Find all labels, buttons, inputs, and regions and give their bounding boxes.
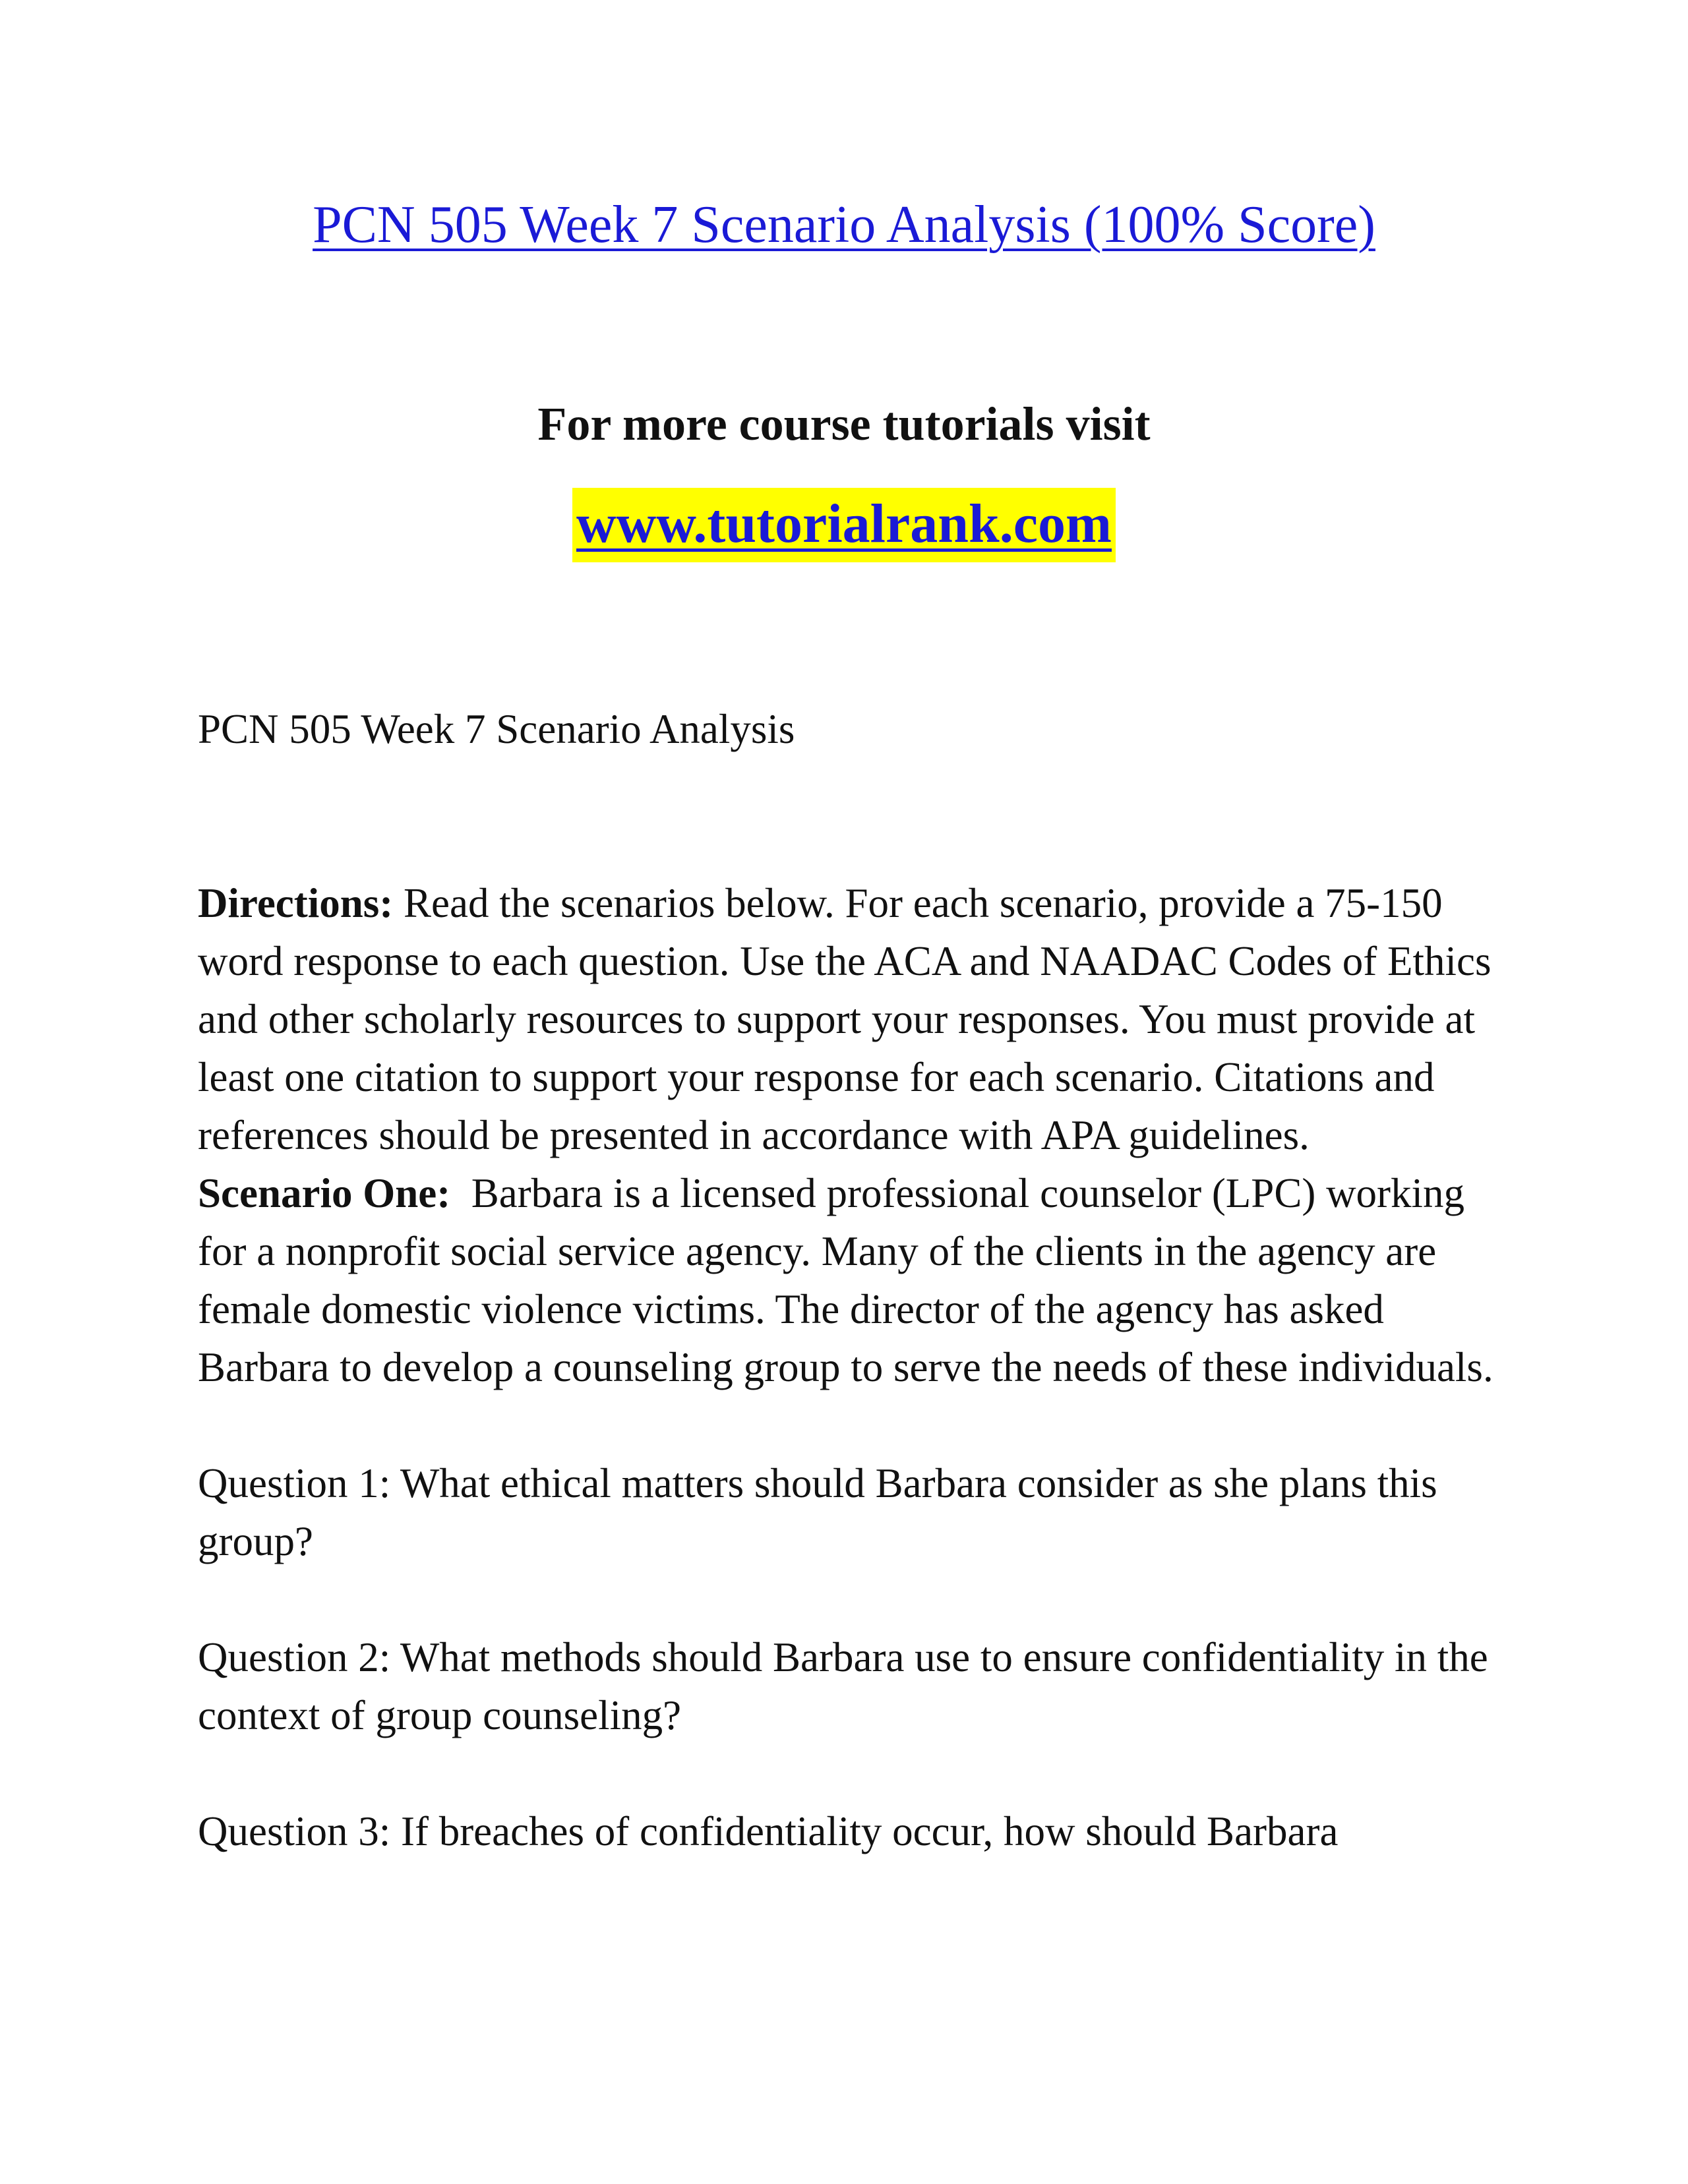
title-container xyxy=(0,195,1688,255)
directions-text: Read the scenarios below. For each scenario, provide a 75-150 word response to each question. Use the ACA and NAADAC Codes of Ethics and other scholarly resources to support your responses. You must provide at least one citation to support your response for each scenario. Citations and references should be presented in accordance with APA guidelines. xyxy=(198,880,1492,1158)
promo-container xyxy=(0,397,1688,452)
spacer xyxy=(198,1396,1503,1454)
directions-label: Directions: xyxy=(198,880,394,926)
site-link-container xyxy=(0,488,1688,562)
document-body xyxy=(198,700,1503,1860)
spacer xyxy=(198,1744,1503,1802)
directions-paragraph xyxy=(198,874,1503,1164)
question-1: Question 1: What ethical matters should Barbara consider as she plans this group? xyxy=(198,1460,1437,1564)
scenario-paragraph xyxy=(198,1164,1503,1396)
promo-text: For more course tutorials visit xyxy=(537,398,1151,450)
document-subtitle: PCN 505 Week 7 Scenario Analysis xyxy=(198,706,795,752)
scenario-text: Barbara is a licensed professional counselor (LPC) working for a nonprofit social service agency. Many of the clients in the agency are female domestic violence victims. The director of the agency has asked Barbara to develop a counseling group to serve the needs of these individuals. xyxy=(198,1170,1493,1390)
question-2: Question 2: What methods should Barbara use to ensure confidentiality in the context of group counseling? xyxy=(198,1634,1488,1738)
scenario-label: Scenario One: xyxy=(198,1170,451,1216)
site-link[interactable]: www.tutorialrank.com xyxy=(572,488,1116,562)
question-3: Question 3: If breaches of confidentiality occur, how should Barbara xyxy=(198,1808,1339,1854)
spacer xyxy=(198,1570,1503,1628)
title-link[interactable]: PCN 505 Week 7 Scenario Analysis (100% Score) xyxy=(313,196,1375,254)
